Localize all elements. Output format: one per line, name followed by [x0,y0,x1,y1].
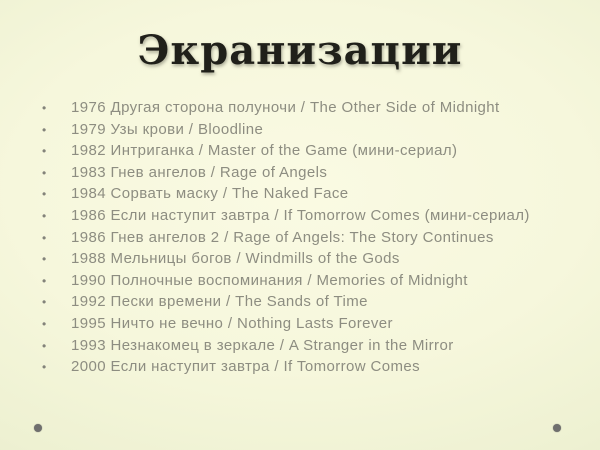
list-item [34,162,580,184]
bullet-icon: • [42,338,47,353]
decor-dot-right-icon [553,424,561,432]
list-item-text: 1979 Узы крови / Bloodline [71,120,264,138]
slide-title: Экранизации [137,27,463,74]
bullet-icon: • [42,144,47,159]
list-item [34,270,580,292]
list-item [34,291,580,313]
list-item [34,205,580,227]
list-item-text: 1992 Пески времени / The Sands of Time [71,293,368,311]
bullet-icon: • [42,187,47,202]
list-item [34,313,580,335]
bullet-icon: • [42,252,47,267]
bullet-icon: • [42,230,47,245]
list-item-text: 2000 Если наступит завтра / If Tomorrow Comes [71,358,421,376]
list-item [34,119,580,141]
list-item-text: 1986 Если наступит завтра / If Tomorrow Comes (мини-сериал) [71,206,530,224]
film-adaptations-list [0,97,600,378]
list-item-text: 1988 Мельницы богов / Windmills of the Gods [71,250,400,268]
list-item-text: 1976 Другая сторона полуночи / The Other Side of Midnight [71,99,500,116]
list-item [34,227,580,249]
list-item-text: 1990 Полночные воспоминания / Memories of Midnight [71,271,468,289]
bullet-icon: • [42,208,47,223]
bullet-icon: • [42,273,47,288]
bullet-icon: • [42,101,47,115]
bullet-icon: • [42,165,47,180]
bullet-icon: • [42,122,47,137]
bullet-icon: • [42,295,47,310]
list-item [34,248,580,270]
list-item-text: 1982 Интриганка / Master of the Game (мини-сериал) [71,142,458,160]
list-item-text: 1983 Гнев ангелов / Rage of Angels [71,163,328,181]
decor-dot-left-icon [34,424,42,432]
list-item-text: 1986 Гнев ангелов 2 / Rage of Angels: The Story Continues [71,228,494,246]
list-item [34,335,580,357]
list-item-text: 1984 Сорвать маску / The Naked Face [71,185,349,203]
list-item-text: 1993 Незнакомец в зеркале / A Stranger in the Mirror [71,336,454,354]
list-item [34,140,580,162]
list-item [34,356,580,378]
bullet-icon: • [42,316,47,331]
bullet-icon: • [42,360,47,375]
list-item [34,97,580,119]
list-item [34,183,580,205]
list-item-text: 1995 Ничто не вечно / Nothing Lasts Forever [71,314,393,332]
